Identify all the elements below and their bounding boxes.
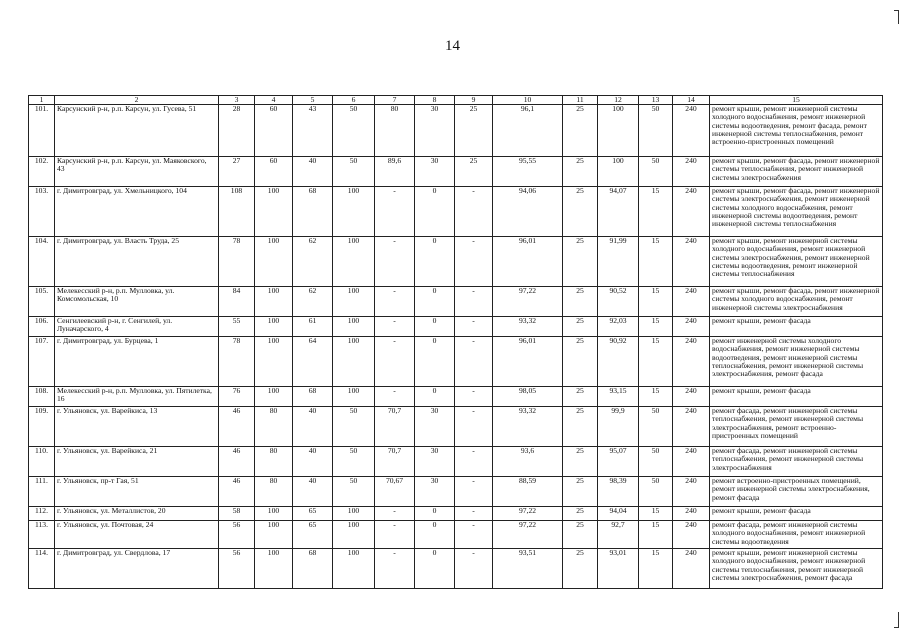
cell-value-7: -: [375, 317, 415, 337]
cell-value-14: 240: [673, 337, 710, 387]
cell-value-14: 240: [673, 187, 710, 237]
cell-address: Карсунский р-н, р.п. Карсун, ул. Гусева, 51: [55, 105, 219, 157]
cell-value-11: 25: [563, 157, 598, 187]
cell-value-13: 15: [639, 287, 673, 317]
cell-value-13: 50: [639, 407, 673, 447]
cell-value-6: 100: [333, 187, 375, 237]
cell-value-7: -: [375, 337, 415, 387]
cell-value-11: 25: [563, 187, 598, 237]
cell-value-9: -: [455, 549, 493, 589]
cell-value-14: 240: [673, 105, 710, 157]
cell-work-types: ремонт фасада, ремонт инженерной системы холодного водоснабжения, ремонт инженерной системы водоотведения: [710, 521, 883, 549]
cell-value-8: 30: [415, 105, 455, 157]
cell-row-number: 106.: [29, 317, 55, 337]
cell-value-3: 76: [219, 387, 255, 407]
column-header-10: 10: [493, 96, 563, 105]
cell-value-5: 62: [293, 287, 333, 317]
cell-value-4: 80: [255, 477, 293, 507]
cell-value-5: 65: [293, 521, 333, 549]
cell-address: Мелекесский р-н, р.п. Мулловка, ул. Пятилетка, 16: [55, 387, 219, 407]
cell-value-11: 25: [563, 521, 598, 549]
cell-value-13: 15: [639, 337, 673, 387]
cell-value-9: -: [455, 407, 493, 447]
cell-row-number: 104.: [29, 237, 55, 287]
cell-value-11: 25: [563, 105, 598, 157]
cell-value-3: 78: [219, 237, 255, 287]
cell-value-14: 240: [673, 521, 710, 549]
cell-value-10: 93,51: [493, 549, 563, 589]
cell-value-10: 97,22: [493, 507, 563, 521]
cell-work-types: ремонт встроенно-пристроенных помещений, ремонт инженерной системы электроснабжения, ремонт фасада: [710, 477, 883, 507]
table-row: [29, 477, 883, 507]
cell-row-number: 101.: [29, 105, 55, 157]
cell-value-3: 78: [219, 337, 255, 387]
header-row: [29, 96, 883, 105]
cell-address: г. Ульяновск, ул. Металлистов, 20: [55, 507, 219, 521]
cell-value-4: 100: [255, 287, 293, 317]
cell-value-13: 15: [639, 237, 673, 287]
cell-value-6: 50: [333, 447, 375, 477]
cell-value-10: 96,01: [493, 337, 563, 387]
cell-value-9: -: [455, 507, 493, 521]
cell-value-4: 100: [255, 337, 293, 387]
cell-value-5: 40: [293, 407, 333, 447]
cell-value-5: 65: [293, 507, 333, 521]
cell-row-number: 103.: [29, 187, 55, 237]
column-header-2: 2: [55, 96, 219, 105]
cell-value-8: 0: [415, 317, 455, 337]
cell-address: г. Димитровград, ул. Власть Труда, 25: [55, 237, 219, 287]
cell-value-4: 100: [255, 387, 293, 407]
cell-value-6: 50: [333, 477, 375, 507]
cell-value-8: 0: [415, 521, 455, 549]
cell-value-7: -: [375, 507, 415, 521]
cell-row-number: 109.: [29, 407, 55, 447]
cell-value-12: 100: [598, 157, 639, 187]
cell-value-10: 97,22: [493, 287, 563, 317]
cell-value-3: 55: [219, 317, 255, 337]
table-row: [29, 407, 883, 447]
cell-value-5: 68: [293, 187, 333, 237]
cell-value-13: 15: [639, 187, 673, 237]
cell-value-12: 99,9: [598, 407, 639, 447]
cell-value-12: 91,99: [598, 237, 639, 287]
cell-value-5: 43: [293, 105, 333, 157]
cell-value-9: -: [455, 187, 493, 237]
cell-value-4: 80: [255, 407, 293, 447]
cell-value-12: 93,15: [598, 387, 639, 407]
cell-value-4: 100: [255, 317, 293, 337]
cell-value-12: 95,07: [598, 447, 639, 477]
scan-edge-mark-top: [898, 10, 899, 24]
cell-value-3: 108: [219, 187, 255, 237]
cell-address: г. Ульяновск, пр-т Гая, 51: [55, 477, 219, 507]
cell-work-types: ремонт крыши, ремонт фасада: [710, 387, 883, 407]
cell-value-8: 0: [415, 287, 455, 317]
cell-value-9: 25: [455, 105, 493, 157]
cell-address: г. Ульяновск, ул. Варейкиса, 13: [55, 407, 219, 447]
cell-value-7: -: [375, 287, 415, 317]
cell-value-9: -: [455, 317, 493, 337]
cell-value-4: 60: [255, 105, 293, 157]
cell-value-14: 240: [673, 387, 710, 407]
table-row: [29, 287, 883, 317]
column-header-7: 7: [375, 96, 415, 105]
cell-value-10: 93,32: [493, 317, 563, 337]
cell-value-8: 0: [415, 237, 455, 287]
cell-value-7: 89,6: [375, 157, 415, 187]
table-row: [29, 387, 883, 407]
cell-value-6: 100: [333, 287, 375, 317]
cell-value-5: 40: [293, 447, 333, 477]
cell-row-number: 102.: [29, 157, 55, 187]
cell-work-types: ремонт крыши, ремонт инженерной системы холодного водоснабжения, ремонт инженерной системы теплоснабжения, ремонт инженерной системы электроснабжения, ремонт фасада: [710, 549, 883, 589]
cell-work-types: ремонт фасада, ремонт инженерной системы теплоснабжения, ремонт инженерной системы электроснабжения, ремонт встроенно-пристроенных помещений: [710, 407, 883, 447]
cell-value-12: 98,39: [598, 477, 639, 507]
cell-value-9: 25: [455, 157, 493, 187]
cell-value-12: 90,92: [598, 337, 639, 387]
cell-address: г. Димитровград, ул. Свердлова, 17: [55, 549, 219, 589]
cell-value-13: 15: [639, 317, 673, 337]
cell-row-number: 111.: [29, 477, 55, 507]
cell-value-7: 80: [375, 105, 415, 157]
cell-value-9: -: [455, 521, 493, 549]
cell-value-11: 25: [563, 317, 598, 337]
cell-value-10: 88,59: [493, 477, 563, 507]
cell-value-14: 240: [673, 507, 710, 521]
cell-value-3: 56: [219, 549, 255, 589]
cell-value-13: 15: [639, 507, 673, 521]
cell-value-6: 100: [333, 317, 375, 337]
cell-value-8: 0: [415, 187, 455, 237]
scan-edge-mark-bottom: [898, 612, 899, 628]
cell-value-14: 240: [673, 317, 710, 337]
cell-row-number: 110.: [29, 447, 55, 477]
cell-value-3: 58: [219, 507, 255, 521]
cell-value-7: -: [375, 187, 415, 237]
cell-row-number: 114.: [29, 549, 55, 589]
cell-work-types: ремонт крыши, ремонт фасада: [710, 317, 883, 337]
cell-value-11: 25: [563, 447, 598, 477]
cell-value-13: 15: [639, 387, 673, 407]
cell-value-10: 95,55: [493, 157, 563, 187]
column-header-8: 8: [415, 96, 455, 105]
cell-value-5: 40: [293, 157, 333, 187]
cell-value-8: 30: [415, 447, 455, 477]
cell-value-6: 50: [333, 105, 375, 157]
cell-value-12: 92,7: [598, 521, 639, 549]
cell-value-6: 50: [333, 157, 375, 187]
cell-value-4: 100: [255, 237, 293, 287]
cell-row-number: 113.: [29, 521, 55, 549]
cell-value-8: 0: [415, 507, 455, 521]
cell-row-number: 105.: [29, 287, 55, 317]
cell-value-7: 70,7: [375, 447, 415, 477]
cell-value-3: 46: [219, 447, 255, 477]
cell-value-12: 94,07: [598, 187, 639, 237]
cell-value-8: 30: [415, 157, 455, 187]
cell-value-13: 50: [639, 447, 673, 477]
column-header-3: 3: [219, 96, 255, 105]
cell-work-types: ремонт крыши, ремонт фасада, ремонт инженерной системы теплоснабжения, ремонт инженерной системы электроснабжения: [710, 157, 883, 187]
table-row: [29, 157, 883, 187]
table-row: [29, 507, 883, 521]
cell-value-9: -: [455, 337, 493, 387]
cell-value-12: 100: [598, 105, 639, 157]
column-header-15: 15: [710, 96, 883, 105]
cell-value-4: 100: [255, 521, 293, 549]
cell-value-3: 46: [219, 407, 255, 447]
cell-row-number: 112.: [29, 507, 55, 521]
cell-value-3: 56: [219, 521, 255, 549]
cell-value-10: 93,32: [493, 407, 563, 447]
cell-value-8: 0: [415, 549, 455, 589]
cell-address: Карсунский р-н, р.п. Карсун, ул. Маяковского, 43: [55, 157, 219, 187]
cell-value-14: 240: [673, 447, 710, 477]
cell-value-10: 97,22: [493, 521, 563, 549]
cell-value-7: -: [375, 549, 415, 589]
cell-value-9: -: [455, 447, 493, 477]
cell-value-4: 100: [255, 187, 293, 237]
table-row: [29, 521, 883, 549]
cell-work-types: ремонт крыши, ремонт фасада, ремонт инженерной системы холодного водоснабжения, ремонт инженерной системы электроснабжения: [710, 287, 883, 317]
scan-edge-tick-bottom: [894, 627, 899, 628]
cell-value-13: 50: [639, 477, 673, 507]
cell-value-14: 240: [673, 237, 710, 287]
column-header-14: 14: [673, 96, 710, 105]
cell-address: г. Ульяновск, ул. Почтовая, 24: [55, 521, 219, 549]
cell-value-13: 50: [639, 105, 673, 157]
cell-value-10: 96,01: [493, 237, 563, 287]
cell-value-13: 50: [639, 157, 673, 187]
cell-value-5: 64: [293, 337, 333, 387]
page-number: 14: [445, 38, 460, 54]
column-header-1: 1: [29, 96, 55, 105]
cell-value-14: 240: [673, 157, 710, 187]
cell-row-number: 108.: [29, 387, 55, 407]
cell-value-13: 15: [639, 521, 673, 549]
cell-address: г. Димитровград, ул. Хмельницкого, 104: [55, 187, 219, 237]
cell-address: Мелекесский р-н, р.п. Мулловка, ул. Комсомольская, 10: [55, 287, 219, 317]
cell-value-14: 240: [673, 407, 710, 447]
cell-value-6: 100: [333, 337, 375, 387]
cell-work-types: ремонт крыши, ремонт инженерной системы холодного водоснабжения, ремонт инженерной системы электроснабжения, ремонт инженерной системы водоотведения, ремонт инженерной системы теплоснабжения: [710, 237, 883, 287]
cell-value-6: 100: [333, 521, 375, 549]
cell-value-12: 94,04: [598, 507, 639, 521]
cell-value-3: 84: [219, 287, 255, 317]
cell-value-14: 240: [673, 477, 710, 507]
cell-value-8: 0: [415, 337, 455, 387]
cell-value-4: 100: [255, 507, 293, 521]
cell-value-11: 25: [563, 507, 598, 521]
cell-address: Сенгилеевский р-н, г. Сенгилей, ул. Луначарского, 4: [55, 317, 219, 337]
cell-value-4: 60: [255, 157, 293, 187]
table-body: [29, 105, 883, 589]
cell-value-13: 15: [639, 549, 673, 589]
cell-value-9: -: [455, 237, 493, 287]
cell-work-types: ремонт крыши, ремонт фасада, ремонт инженерной системы электроснабжения, ремонт инженерной системы холодного водоснабжения, ремонт инженерной системы водоотведения, ремонт инженерной системы теплоснабжения: [710, 187, 883, 237]
cell-value-6: 50: [333, 407, 375, 447]
cell-value-8: 30: [415, 407, 455, 447]
cell-value-7: 70,7: [375, 407, 415, 447]
table-row: [29, 317, 883, 337]
cell-value-5: 68: [293, 549, 333, 589]
cell-value-12: 93,01: [598, 549, 639, 589]
cell-work-types: ремонт крыши, ремонт фасада: [710, 507, 883, 521]
cell-value-3: 27: [219, 157, 255, 187]
cell-value-3: 28: [219, 105, 255, 157]
column-header-6: 6: [333, 96, 375, 105]
column-header-9: 9: [455, 96, 493, 105]
scan-edge-tick-top: [894, 10, 899, 11]
cell-value-3: 46: [219, 477, 255, 507]
cell-value-14: 240: [673, 287, 710, 317]
column-header-5: 5: [293, 96, 333, 105]
cell-value-10: 96,1: [493, 105, 563, 157]
cell-value-6: 100: [333, 507, 375, 521]
column-header-12: 12: [598, 96, 639, 105]
table-row: [29, 187, 883, 237]
cell-value-11: 25: [563, 407, 598, 447]
cell-address: г. Димитровград, ул. Бурцева, 1: [55, 337, 219, 387]
cell-value-5: 40: [293, 477, 333, 507]
cell-value-5: 61: [293, 317, 333, 337]
cell-value-11: 25: [563, 237, 598, 287]
cell-value-11: 25: [563, 549, 598, 589]
table-row: [29, 105, 883, 157]
cell-value-14: 240: [673, 549, 710, 589]
cell-work-types: ремонт крыши, ремонт инженерной системы холодного водоснабжения, ремонт инженерной системы водоотведения, ремонт фасада, ремонт инженерной системы теплоснабжения, ремонт встроенно-пристроенных помещений: [710, 105, 883, 157]
cell-work-types: ремонт фасада, ремонт инженерной системы теплоснабжения, ремонт инженерной системы электроснабжения: [710, 447, 883, 477]
cell-value-7: 70,67: [375, 477, 415, 507]
table-row: [29, 447, 883, 477]
cell-value-10: 98,05: [493, 387, 563, 407]
column-header-13: 13: [639, 96, 673, 105]
cell-value-7: -: [375, 387, 415, 407]
cell-value-8: 0: [415, 387, 455, 407]
cell-work-types: ремонт инженерной системы холодного водоснабжения, ремонт инженерной системы водоотведения, ремонт инженерной системы теплоснабжения, ремонт инженерной системы электроснабжения, ремонт фасада: [710, 337, 883, 387]
cell-value-5: 68: [293, 387, 333, 407]
cell-value-11: 25: [563, 387, 598, 407]
cell-value-11: 25: [563, 287, 598, 317]
table-row: [29, 337, 883, 387]
cell-value-6: 100: [333, 549, 375, 589]
cell-row-number: 107.: [29, 337, 55, 387]
cell-value-5: 62: [293, 237, 333, 287]
cell-value-7: -: [375, 521, 415, 549]
repair-program-table: [28, 95, 883, 589]
cell-value-11: 25: [563, 337, 598, 387]
cell-value-7: -: [375, 237, 415, 287]
column-header-11: 11: [563, 96, 598, 105]
cell-value-4: 80: [255, 447, 293, 477]
cell-value-6: 100: [333, 237, 375, 287]
cell-value-9: -: [455, 477, 493, 507]
cell-value-6: 100: [333, 387, 375, 407]
table-row: [29, 549, 883, 589]
table-header: [29, 96, 883, 105]
cell-value-8: 30: [415, 477, 455, 507]
cell-value-12: 90,52: [598, 287, 639, 317]
cell-value-4: 100: [255, 549, 293, 589]
table-row: [29, 237, 883, 287]
column-header-4: 4: [255, 96, 293, 105]
cell-value-12: 92,03: [598, 317, 639, 337]
cell-value-10: 94,06: [493, 187, 563, 237]
cell-value-10: 93,6: [493, 447, 563, 477]
cell-address: г. Ульяновск, ул. Варейкиса, 21: [55, 447, 219, 477]
cell-value-9: -: [455, 287, 493, 317]
cell-value-9: -: [455, 387, 493, 407]
cell-value-11: 25: [563, 477, 598, 507]
